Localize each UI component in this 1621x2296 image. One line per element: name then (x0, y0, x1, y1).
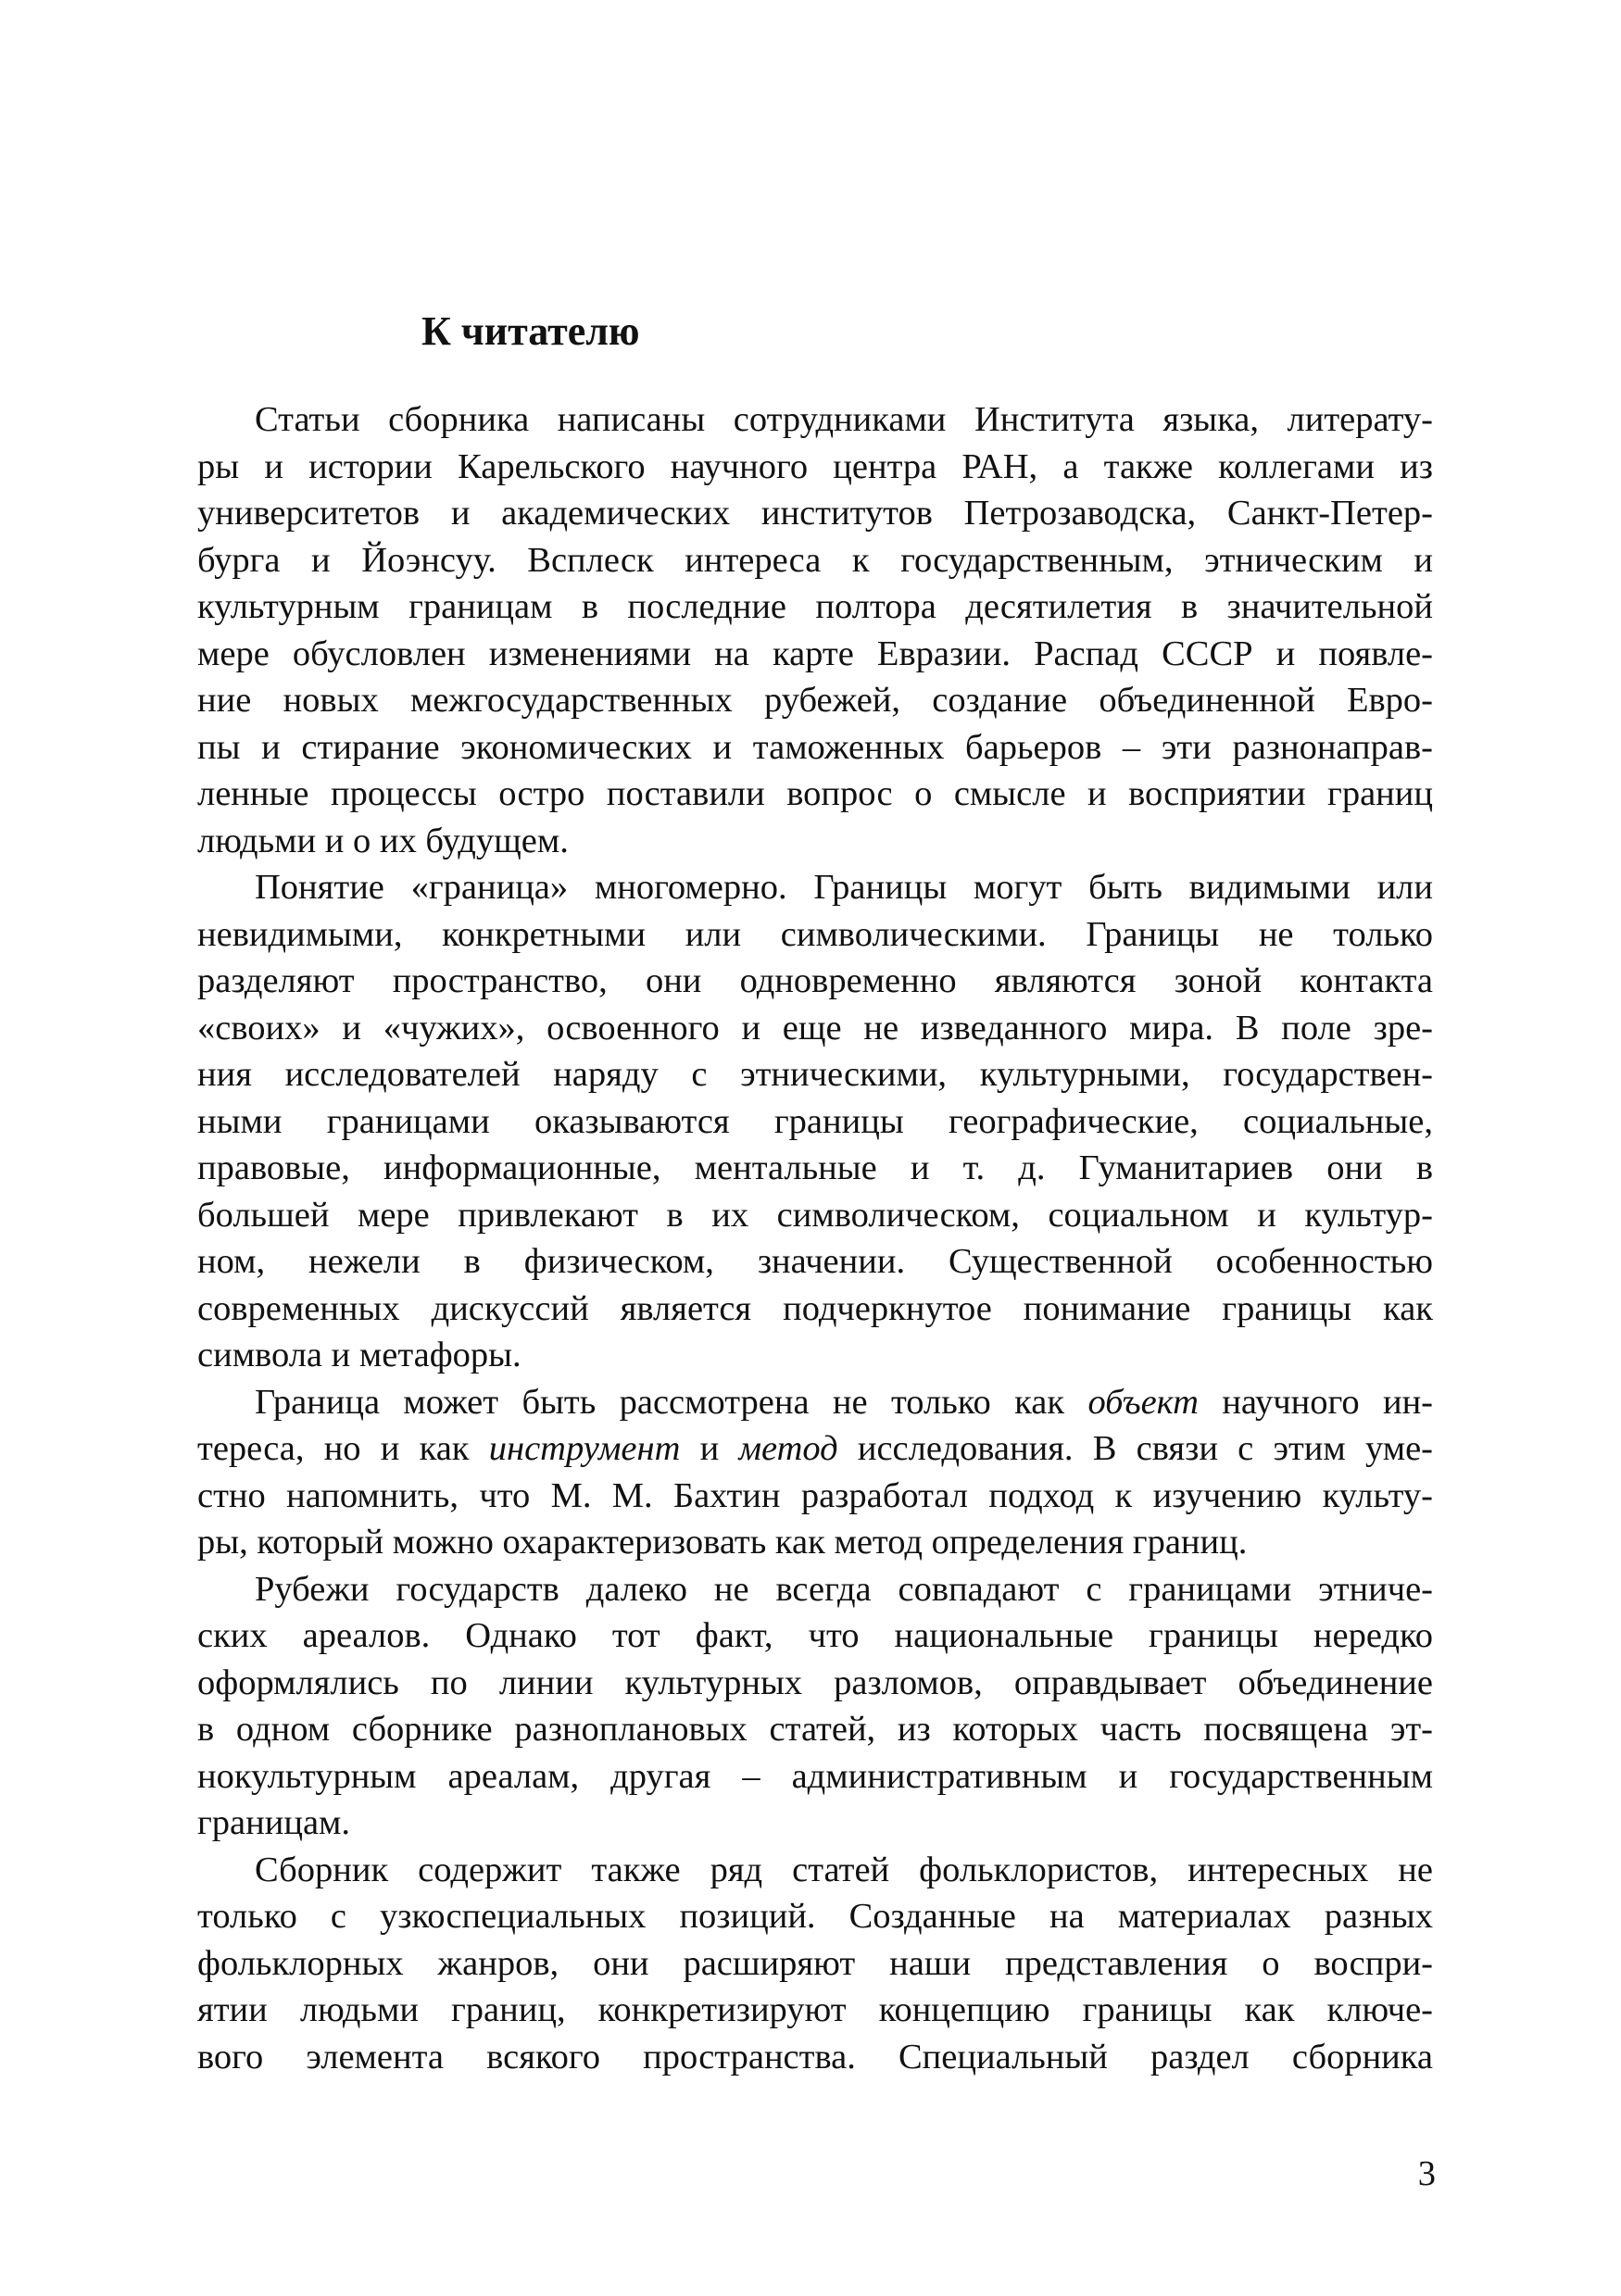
text-run: Граница может быть рассмотрена не только как (255, 1382, 1088, 1422)
text-run: научного ин- (1198, 1382, 1433, 1422)
paragraph-2 (197, 864, 1433, 1379)
text-line: стно напомнить, что М. М. Бахтин разработал подход к изучению культу- (197, 1475, 1433, 1515)
text-line: культурным границам в последние полтора десятилетия в значительной (197, 587, 1433, 626)
text-line: только с узкоспециальных позиций. Созданные на материалах разных (197, 1897, 1433, 1936)
text-line: Понятие «граница» многомерно. Границы могут быть видимыми или (255, 868, 1433, 907)
text-line: ленные процессы остро поставили вопрос о смысле и восприятии границ (197, 774, 1433, 813)
text-line: ских ареалов. Однако тот факт, что национальные границы нередко (197, 1616, 1433, 1655)
text-line: пы и стирание экономических и таможенных барьеров – эти разнонаправ- (197, 727, 1433, 767)
text-line: Рубежи государств далеко не всегда совпадают с границами этниче- (255, 1569, 1433, 1609)
text-line: нокультурным ареалам, другая – административным и государственным (197, 1756, 1433, 1796)
paragraph-5 (197, 1847, 1433, 2081)
paragraph-1 (197, 396, 1433, 864)
text-line: Сборник содержит также ряд статей фольклористов, интересных не (255, 1850, 1433, 1889)
text-line: в одном сборнике разноплановых статей, из которых часть посвящена эт- (197, 1710, 1433, 1749)
text-line: ния исследователей наряду с этническими, культурными, государствен- (197, 1055, 1433, 1094)
italic-term-instrument: инструмент (488, 1429, 681, 1468)
text-line: ние новых межгосударственных рубежей, создание объединенной Евро- (197, 681, 1433, 720)
text-line: правовые, информационные, ментальные и т. д. Гуманитариев они в (197, 1148, 1433, 1187)
text-line: фольклорных жанров, они расширяют наши представления о воспри- (197, 1943, 1433, 1983)
text-line: ятии людьми границ, конкретизируют концепцию границы как ключе- (197, 1990, 1433, 2029)
paragraph-4 (197, 1566, 1433, 1847)
text-line: границам. (197, 1803, 351, 1842)
page-number: 3 (1417, 2154, 1436, 2193)
body-text (197, 396, 1433, 2080)
text-line (197, 1379, 1433, 1426)
text-line: символа и метафоры. (197, 1336, 521, 1374)
text-line: университетов и академических институтов Петрозаводска, Санкт-Петер- (197, 494, 1433, 533)
text-line: оформлялись по линии культурных разломов, оправдывает объединение (197, 1662, 1433, 1702)
text-line: людьми и о их будущем. (197, 821, 569, 860)
text-line: современных дискуссий является подчеркнутое понимание границы как (197, 1288, 1433, 1328)
text-line: бурга и Йоэнсуу. Всплеск интереса к государственным, этническим и (197, 540, 1433, 580)
text-run: тереса, но и как (197, 1429, 489, 1468)
text-line: ры и истории Карельского научного центра РАН, а также коллегами из (197, 446, 1433, 486)
text-line: вого элемента всякого пространства. Специальный раздел сборника (197, 2037, 1433, 2076)
text-line: ными границами оказываются границы географические, социальные, (197, 1101, 1433, 1141)
paragraph-3 (197, 1379, 1433, 1566)
text-run: исследования. В связи с этим уме- (837, 1429, 1433, 1468)
italic-term-object: объект (1087, 1382, 1199, 1422)
text-line: «своих» и «чужих», освоенного и еще не изведанного мира. В поле зре- (197, 1008, 1433, 1048)
text-line: ры, который можно охарактеризовать как метод определения границ. (197, 1523, 1248, 1562)
italic-term-method: метод (738, 1429, 838, 1468)
text-line: ном, нежели в физическом, значении. Существенной особенностью (197, 1242, 1433, 1281)
text-line: невидимыми, конкретными или символическими. Границы не только (197, 914, 1433, 954)
text-line (197, 1425, 1433, 1473)
page-heading: К читателю (421, 308, 640, 354)
text-line: Статьи сборника написаны сотрудниками Института языка, литерату- (255, 400, 1433, 439)
text-line: мере обусловлен изменениями на карте Евразии. Распад СССР и появле- (197, 634, 1433, 673)
text-line: разделяют пространство, они одновременно являются зоной контакта (197, 961, 1433, 1000)
text-line: большей мере привлекают в их символическом, социальном и культур- (197, 1195, 1433, 1235)
text-run: и (680, 1429, 739, 1468)
